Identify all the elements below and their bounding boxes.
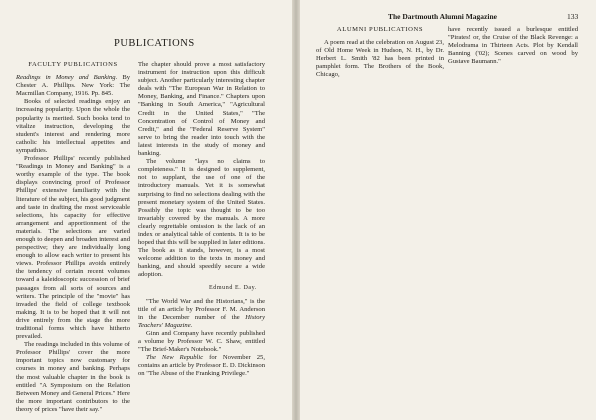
review-paragraph: The readings included in this volume of Professor Phillips' cover the more important topics now customary for courses in money and banking. Perhaps the most valuable chapter in the book is entitled "A Symposium on the Relation Between Money and General Prices." Here the more important contributors to the theory of prices "have their say." [16,341,130,413]
news-item-paragraph: Ginn and Company have recently published a volume by Professor W. C. Shaw, entitled "The Brief-Maker's Notebook." [138,330,265,354]
review-paragraph: The volume "lays no claims to completeness." It is designed to supplement, not to supplant, the use of one of the introductory manuals. Yet it is somewhat surprising to find no selections dealing with the present monetary system of the United States. Possibly the topic was thought to be too invariably covered by the manuals. A more clearly regrettable omission is the lack of an index or analytical table of contents. It is to be hoped that this will be supplied in later editions. The book as it stands, however, is a most welcome addition to the texts in money and banking, and should speedily secure a wide adoption. [138,158,265,279]
alumni-paragraph: have recently issued a burlesque entitled "Pirates! or, the Cruise of the Black Revenge: a Melodrama in Thirteen Acts. Plot by Kendall Banning ('02); Scenes carved on wood by Gustave Baumann." [448,26,578,66]
book-title: Readings in Money and Banking. [16,74,118,82]
news-item-text: for November 25, contains an article by Professor E. D. Dickinson on "The Abuse of the Franking Privilege." [138,354,265,378]
left-page [0,0,293,420]
section-title: PUBLICATIONS [114,38,195,49]
alumni-paragraph: A poem read at the celebration on August 23, of Old Home Week in Hudson, N. H., by Dr. Herbert L. Smith '82 has been printed in pamphlet form. The Brothers of the Book, Chicago, [316,39,444,79]
right-page [300,0,596,420]
page-number: 133 [567,12,579,21]
news-item-paragraph [138,298,265,330]
alumni-publications-heading: ALUMNI PUBLICATIONS [336,26,424,33]
book-citation-details: By Chester A. Phillips. New York: The Macmillan Company, 1916. Pp. 845. [16,74,131,98]
review-paragraph: The chapter should prove a most satisfactory instrument for instruction upon this difficult subject. Another particularly interesting chapter deals with "The European War in Relation to Money, Banking, and Finance." Chapters upon "Banking in South America," "Agricultural Credit in the United States," "The Concentration of Control of Money and Credit," and the "Federal Reserve System" serve to bring the reader into touch with the latest interests in the study of money and banking. [138,61,265,158]
book-citation [16,74,130,98]
news-item-paragraph [138,354,265,378]
faculty-publications-heading: FACULTY PUBLICATIONS [28,61,118,68]
faculty-publications-column [16,61,130,414]
alumni-publications-column [316,26,444,80]
magazine-title: History Teachers' Magazine. [138,313,265,329]
reviewer-signature: Edmund E. Day. [208,284,257,291]
alumni-continued-column [448,26,578,66]
review-paragraph: Professor Phillips' recently published "Readings in Money and Banking" is a worthy example of the type. The book displays convincing proof of Professor Phillips' extensive familiarity with the literature of the subject, his good judgment and taste in drafting the most serviceable selections, his capacity for effective arrangement and apportionment of the materials. The selections are varied enough to deepen and broaden interest and perspective; they are individually long enough to allow each writer to present his views. Professor Phillips avoids entirely the tendency of certain recent volumes toward a kaleidoscopic succession of brief passages from all sorts of sources and writers. The principle of the "movie" has invaded the field of college textbook making. It is to be hoped that it will not drive entirely from the stage the more traditional forms which have hitherto prevailed. [16,155,130,341]
running-head: The Dartmouth Alumni Magazine [388,12,497,21]
review-continued-column [138,61,265,379]
page-gutter [292,0,300,420]
news-item-text: "The World War and the Historians," is the title of an article by Professor F. M. Anderson in the December number of the [138,297,265,321]
magazine-title: The New Republic [146,354,204,362]
review-paragraph: Books of selected readings enjoy an increasing popularity. Upon the whole the popularity is merited. Such books tend to vitalize instruction, developing the student's interest and rendering more catholic his intellectual appetites and sympathies. [16,98,130,154]
